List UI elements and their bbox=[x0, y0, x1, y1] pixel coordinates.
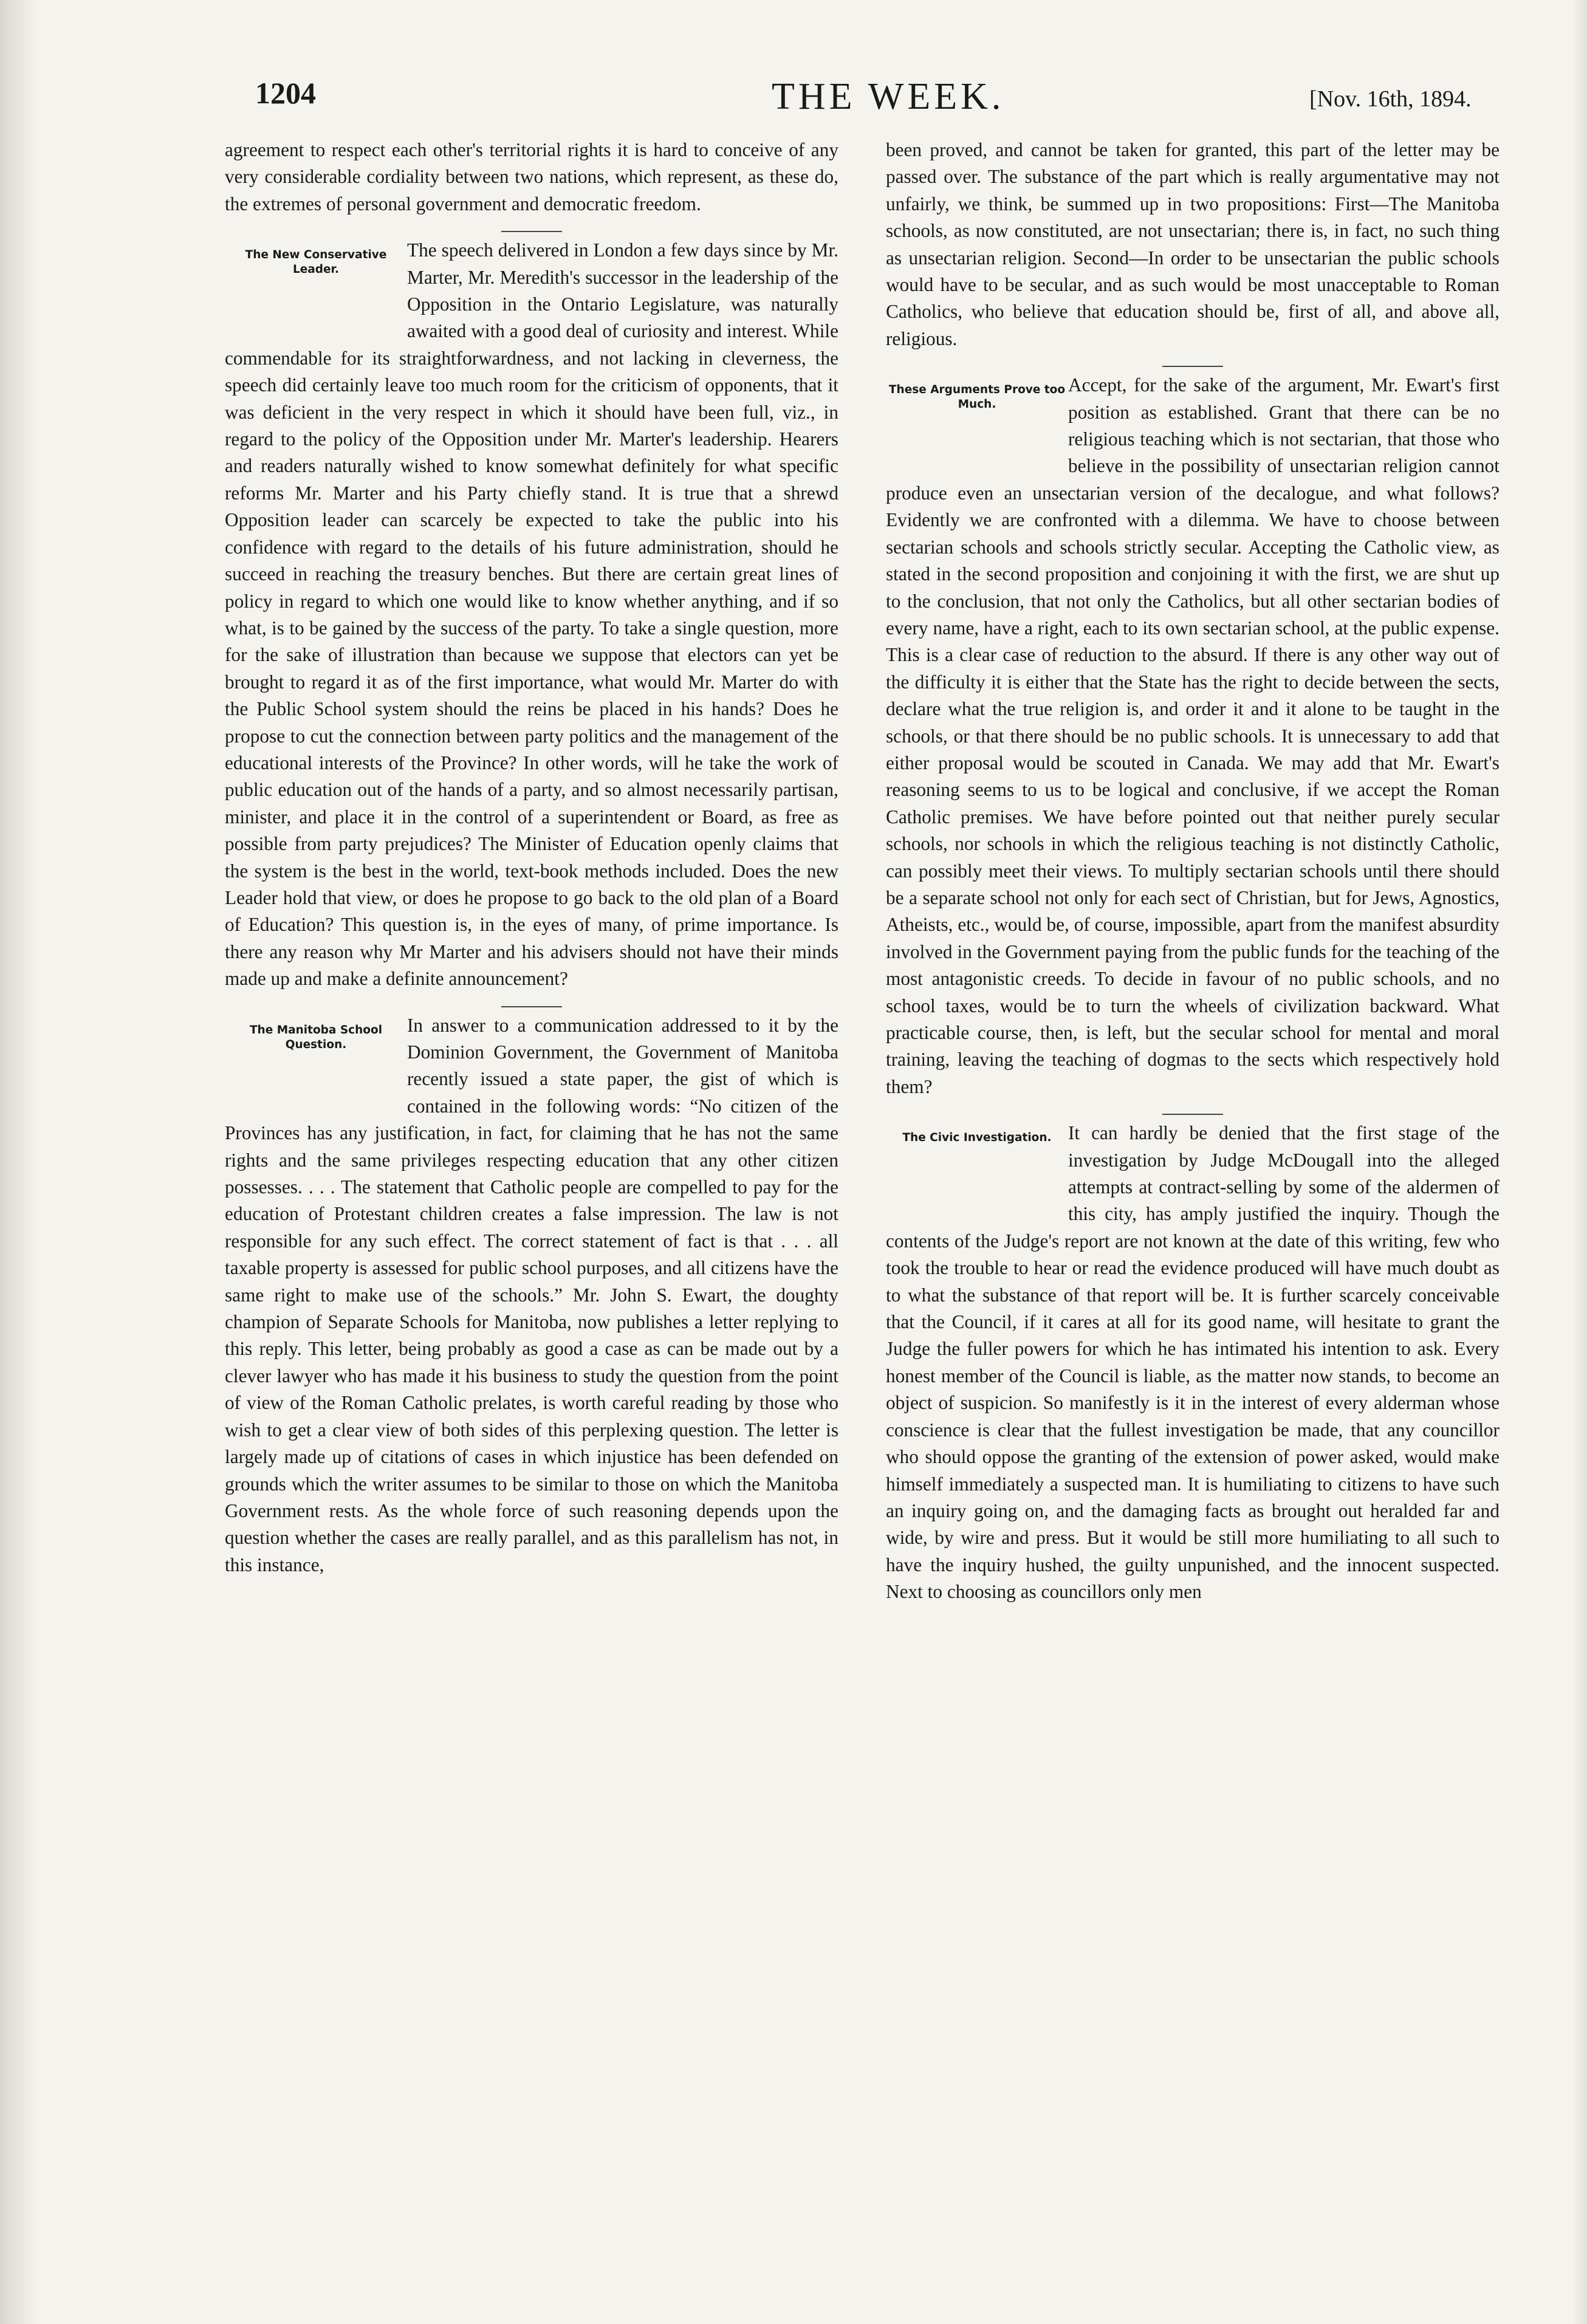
masthead-title: THE WEEK. bbox=[772, 76, 1005, 117]
issue-date: [Nov. 16th, 1894. bbox=[1309, 86, 1472, 112]
page-number: 1204 bbox=[255, 76, 316, 110]
paragraph-continuation: been proved, and cannot be taken for granted, this part of the letter may be passed over. The substance of the part which is really argumentative may not unfairly, we think, be summed up in two propositions: First—The Manitoba schools, as now constituted, are not unsectarian; there is, in fact, no such thing as unsectarian religion. Second—In order to be unsectarian the public schools would have to be secular, and as such would be most unacceptable to Roman Catholics, who believe that education should be, first of all, and above all, religious. bbox=[886, 139, 1500, 349]
article-body: In answer to a communication addressed to it by the Dominion Government, the Government of Manitoba recently issued a state paper, the gist of which is contained in the following words: “No citizen of the Provinces has any justification, in fact, for claiming that he has not the same rights and the same privileges respecting education that any other citizen possesses. . . . The statement that Catholic people are compelled to pay for the education of Protestant children creates a false impression. The law is not responsible for any such effect. The correct statement of fact is that . . . all taxable property is assessed for public school purposes, and all citizens have the same right to make use of the schools.” Mr. John S. Ewart, the doughty champion of Separate Schools for Manitoba, now publishes a letter replying to this reply. This letter, being probably as good a case as can be made out by a clever lawyer who has made it his business to study the question from the point of view of the Roman Catholic prelates, is worth careful reading by those who wish to get a clear view of both sides of this perplexing question. The letter is largely made up of citations of cases in which injustice has been defended on grounds which the writer assumes to be similar to those on which the Manitoba Government rests. As the whole force of such reasoning depends upon the question whether the cases are really parallel, and as this parallelism has not, in this instance, bbox=[225, 1014, 838, 1575]
article-body: The speech delivered in London a few days since by Mr. Marter, Mr. Meredith's successor in the leadership of the Opposition in the Ontario Legislature, was naturally awaited with a good deal of curiosity and interest. While commendable for its straightforwardness, and not lacking in cleverness, the speech did certainly leave too much room for the criticism of opponents, that it was deficient in the very respect in which it should have been full, viz., in regard to the policy of the Opposition under Mr. Marter's leadership. Hearers and readers naturally wished to know somewhat definitely for what specific reforms Mr. Marter and his Party chiefly stand. It is true that a shrewd Opposition leader can scarcely be expected to take the public into his confidence with regard to the details of his future administration, should he succeed in reaching the treasury benches. But there are certain great lines of policy in regard to which one would like to know whether anything, and if so what, is to be gained by the success of the party. To take a single question, more for the sake of illustration than because we suppose that electors can yet be brought to regard it as of the first importance, what would Mr. Marter do with the Public School system should the reins be placed in his hands? Does he propose to cut the connection between party politics and the management of the educational interests of the Province? In other words, will he take the work of public education out of the hands of a party, and so almost necessarily partisan, minister, and place it in the control of a superintendent or Board, as free as possible from party prejudices? The Minister of Education openly claims that the system is the best in the world, text-book methods included. Does the new Leader hold that view, or does he propose to go back to the old plan of a Board of Education? This question is, in the eyes of many, of prime importance. Is there any reason why Mr Marter and his advisers should not have their minds made up and make a definite announcement? bbox=[225, 239, 838, 990]
sidenote-heading: The Manitoba School Question. bbox=[249, 1023, 383, 1051]
article-arguments-prove-too-much bbox=[886, 372, 1500, 1100]
section-divider bbox=[501, 231, 562, 232]
article-civic-investigation bbox=[886, 1120, 1500, 1605]
article-body: Accept, for the sake of the argument, Mr. Ewart's first position as established. Grant that there can be no religious teaching which is not sectarian, that those who believe in the possibility of unsectarian religion cannot produce even an unsectarian version of the decalogue, and what follows? Evidently we are confronted with a dilemma. We have to choose between sectarian schools and schools strictly secular. Accepting the Catholic view, as stated in the second proposition and conjoining it with the first, we are shut up to the conclusion, that not only the Catholics, but all other sectarian bodies of every name, have a right, each to its own sectarian school, at the public expense. This is a clear case of reduction to the absurd. If there is any other way out of the difficulty it is either that the State has the right to decide between the sects, declare what the true religion is, and order it and it alone to be taught in the schools, or that there should be no public schools. It is unnecessary to add that either proposal would be scouted in Canada. We may add that Mr. Ewart's reasoning seems to us to be logical and conclusive, if we accept the Roman Catholic premises. We have before pointed out that neither purely secular schools, nor schools in which the religious teaching is not distinctly Catholic, can possibly meet their views. To multiply sectarian schools until there should be a separate school not only for each sect of Christian, but for Jews, Agnostics, Atheists, etc., would be, of course, impossible, apart from the manifest absurdity involved in the Government paying from the public funds for the teaching of the most antagonistic creeds. To decide in favour of no public schools, and no school taxes, would be to turn the wheels of civilization backward. What practicable course, then, is left, but the secular school for mental and moral training, leaving the teaching of dogmas to the sects which respectively hold them? bbox=[886, 374, 1500, 1097]
article-manitoba-school-question bbox=[225, 1012, 838, 1579]
right-column bbox=[886, 137, 1500, 1606]
section-divider bbox=[501, 1006, 562, 1007]
article-body: It can hardly be denied that the first stage of the investigation by Judge McDougall into the alleged attempts at contract-selling by some of the aldermen of this city, has amply justified the inquiry. Though the contents of the Judge's report are not known at the date of this writing, few who took the trouble to hear or read the evidence produced will have much doubt as to what the substance of that report will be. It is further scarcely conceivable that the Council, if it cares at all for its good name, will hesitate to grant the Judge the fuller powers for which he has intimated his intention to ask. Every honest member of the Council is liable, as the matter now stands, to become an object of suspicion. So manifestly is it in the interest of every alderman whose conscience is clear that the fullest investigation be made, that any councillor who should oppose the granting of the extension of power asked, would make himself immediately a suspected man. It is humiliating to citizens to have such an inquiry going on, and the damaging facts as brought out heralded far and wide, by wire and press. But it would be still more humiliating to all such to have the inquiry hushed, the guilty unpunished, and the innocent suspected. Next to choosing as councillors only men bbox=[886, 1122, 1500, 1603]
sidenote-heading: The New Conservative Leader. bbox=[245, 249, 387, 276]
page-edge-shadow bbox=[1572, 0, 1587, 2324]
paragraph-intro: agreement to respect each other's territorial rights it is hard to conceive of any very considerable cordiality between two nations, which represent, as these do, the extremes of personal government and democratic freedom. bbox=[225, 139, 838, 214]
section-divider bbox=[1162, 366, 1223, 367]
section-divider bbox=[1162, 1114, 1223, 1115]
sidenote-heading: These Arguments Prove too Much. bbox=[888, 383, 1066, 411]
sidenote-heading: The Civic Investigation. bbox=[902, 1131, 1052, 1145]
left-column bbox=[225, 137, 838, 1578]
page-binding-shadow bbox=[0, 0, 38, 2324]
article-new-conservative-leader bbox=[225, 237, 838, 992]
